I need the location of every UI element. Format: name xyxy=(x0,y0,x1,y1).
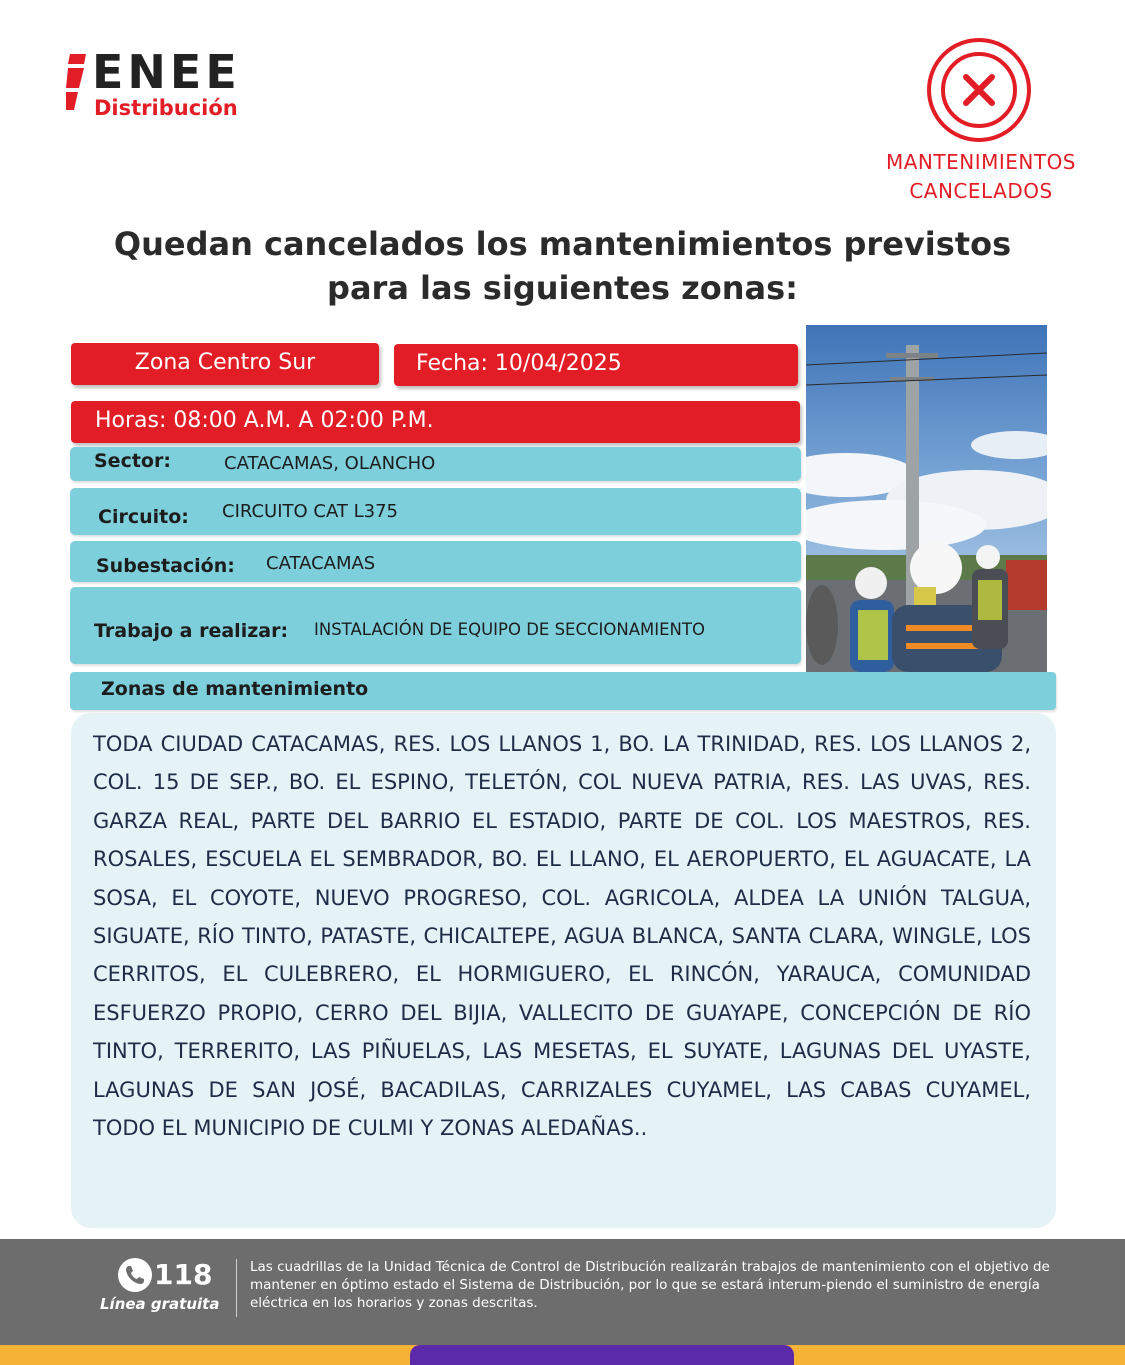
zones-header-label: Zonas de mantenimiento xyxy=(101,678,369,700)
hours-label: Horas: 08:00 A.M. A 02:00 P.M. xyxy=(71,401,800,443)
substation-row xyxy=(70,541,801,582)
circuit-row xyxy=(70,488,801,535)
enee-logo xyxy=(66,45,296,122)
phone-icon xyxy=(118,1258,152,1292)
phone-label: Línea gratuita xyxy=(100,1295,220,1313)
sector-value: CATACAMAS, OLANCHO xyxy=(224,453,436,474)
footer xyxy=(0,1239,1125,1345)
page-title xyxy=(40,222,1085,310)
bottom-stripe-left xyxy=(0,1345,414,1365)
brand-subtitle: Distribución xyxy=(94,96,238,120)
sector-label: Sector: xyxy=(94,450,171,472)
cancel-x-icon xyxy=(926,37,1032,143)
work-value: INSTALACIÓN DE EQUIPO DE SECCIONAMIENTO xyxy=(314,620,705,639)
footer-notice: Las cuadrillas de la Unidad Técnica de Control de Distribución realizarán trabajos de mantenimiento con el objetivo de mantener en óptimo estado el Sistema de Distribución, por lo que se estará interum-piendo el suministro de energía eléctrica en los horarios y zonas descritas. xyxy=(250,1259,1050,1311)
sector-row xyxy=(70,447,801,481)
circuit-value: CIRCUITO CAT L375 xyxy=(222,501,399,522)
linemen-photo xyxy=(806,325,1047,672)
bottom-stripe-accent xyxy=(410,1345,794,1365)
footer-divider xyxy=(236,1259,237,1317)
substation-label: Subestación: xyxy=(96,555,235,577)
zones-list-text: TODA CIUDAD CATACAMAS, RES. LOS LLANOS 1, BO. LA TRINIDAD, RES. LOS LLANOS 2, COL. 15 DE SEP., BO. EL ESPINO, TELETÓN, COL NUEVA PATRIA, RES. LAS UVAS, RES. GARZA REAL, PARTE DEL BARRIO EL ESTADIO, PARTE DE COL. LOS MAESTROS, RES. ROSALES, ESCUELA EL SEMBRADOR, BO. EL LLANO, EL AEROPUERTO, EL AGUACATE, LA SOSA, EL COYOTE, NUEVO PROGRESO, COL. AGRICOLA, ALDEA LA UNIÓN TALGUA, SIGUATE, RÍO TINTO, PATASTE, CHICALTEPE, AGUA BLANCA, SANTA CLARA, WINGLE, LOS CERRITOS, EL CULEBRERO, EL HORMIGUERO, EL RINCÓN, YARAUCA, COMUNIDAD ESFUERZO PROPIO, CERRO DEL BIJIA, VALLECITO DE GUAYAPE, CONCEPCIÓN DE RÍO TINTO, TERRERITO, LAS PIÑUELAS, LAS MESETAS, EL SUYATE, LAGUNAS DEL UYASTE, LAGUNAS DE SAN JOSÉ, BACADILAS, CARRIZALES CUYAMEL, LAS CABAS CUYAMEL, TODO EL MUNICIPIO DE CULMI Y ZONAS ALEDAÑAS.. xyxy=(93,732,1031,1141)
headline-line-2: para las siguientes zonas: xyxy=(327,269,798,307)
badge-line-1: MANTENIMIENTOS xyxy=(885,150,1077,174)
phone-number: 118 xyxy=(154,1258,213,1291)
zones-list-box xyxy=(71,713,1056,1228)
circuit-label: Circuito: xyxy=(98,506,189,528)
zone-label: Zona Centro Sur xyxy=(71,343,379,385)
badge-line-2: CANCELADOS xyxy=(909,179,1053,203)
zones-header xyxy=(70,672,1056,710)
work-row xyxy=(70,587,801,664)
brand-name: ENEE xyxy=(92,45,241,99)
substation-value: CATACAMAS xyxy=(266,553,376,574)
enee-logo-mark-icon xyxy=(66,54,88,110)
cancelled-badge xyxy=(850,148,1112,206)
date-label: Fecha: 10/04/2025 xyxy=(394,344,798,386)
headline-line-1: Quedan cancelados los mantenimientos previstos xyxy=(113,225,1012,263)
work-label: Trabajo a realizar: xyxy=(94,620,289,642)
